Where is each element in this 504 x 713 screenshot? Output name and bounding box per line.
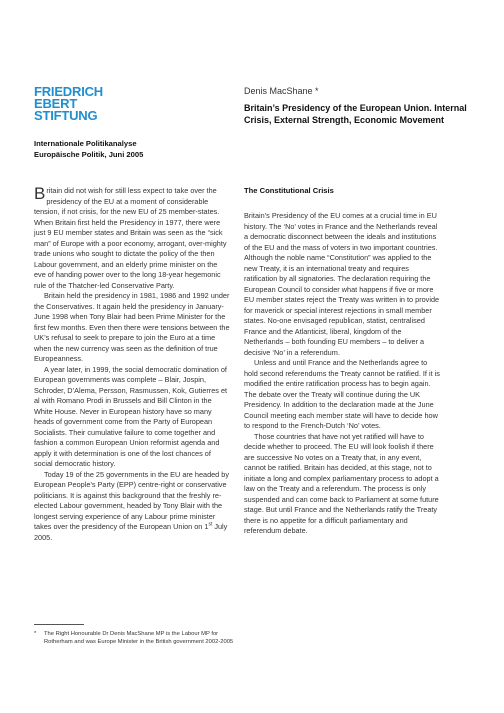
paragraph-text: ritain did not wish for still less expect to take over the presidency of the EU at a moment of considerable tension, if not crisis, for the new EU of 25 member-states. When Britain first held the Presidency in 1977, there were just 9 EU member states and Britain was seen as the “sick man” of Europe with a poor economy, arrogant, over-mighty trade unions who sought to dictate the policy of the then Labour government, and an elderly prime minister on the eve of handing power over to the long 18-year hegemonic rule of the Thatcher-led Conservative Party.	[34, 186, 227, 290]
paragraph-text: Today 19 of the 25 governments in the EU are headed by European People’s Party (EPP) centre-right or conservative politicians. It is against this background that the freshly re-elected Labour government, headed by Tony Blair with the longest serving experience of any Labour prime minister takes over the presidency of the European Union on 1	[34, 469, 229, 531]
footnote-mark: *	[34, 631, 37, 637]
publication-series: Internationale Politikanalyse	[34, 139, 137, 148]
paragraph: Those countries that have not yet ratified will have to decide whether to proceed. The EU will look foolish if there are successive No votes on a Treaty that, in any event, cannot be ratified. Britain has decided, at this stage, not to initiate a long and complex parliamentary process to adopt a law on the Treaty and a referendum. The process is only suspended and can come back to Parliament at some future stage. But until France and the Netherlands ratify the Treaty there is no appetite for a difficult parliamentary and referendum debate.	[244, 431, 439, 535]
paragraph: A year later, in 1999, the social democratic domination of European governments was complete – Blair, Jospin, Schroder, D’Alema, Persson, Rasmussen, Kok, Gutierres et al with Romano Prodi in Brussels and Bill Clinton in the White House. Never in European history have so many heads of government come from the Party of European Socialists. Their cumulative failure to come together and fashion a common European Union reformist agenda and apply it with determination is one of the lost chances of social democratic history.	[34, 364, 228, 468]
logo-line-1: FRIEDRICH	[34, 84, 103, 99]
publication-info	[34, 139, 224, 160]
friedrich-ebert-stiftung-logo	[34, 86, 134, 122]
section-heading: The Constitutional Crisis	[244, 186, 334, 195]
article-title: Britain’s Presidency of the European Union. Internal Crisis, External Strength, Economic Movement	[244, 103, 467, 125]
author-name: Denis MacShane *	[244, 86, 319, 96]
drop-cap: B	[34, 184, 46, 203]
footnote	[34, 630, 234, 646]
logo-line-3: STIFTUNG	[34, 108, 98, 123]
logo-line-2: EBERT	[34, 96, 78, 111]
paragraph: Unless and until France and the Netherlands agree to hold second referendums the Treaty cannot be ratified. If it is modified the entire ratification process has to begin again. The debate over the Treaty will continue during the UK Presidency. In addition to the declaration made at the June Council meeting each member state will have to decide how to respond to the French-Dutch ‘No’ votes.	[244, 358, 440, 430]
right-column	[244, 186, 440, 537]
footnote-text: The Right Honourable Dr Denis MacShane MP is the Labour MP for Rotherham and was Europe Minister in the British government 2002-2005	[44, 631, 234, 645]
left-column	[34, 186, 230, 543]
footnote-divider	[34, 624, 84, 625]
paragraph: Britain’s Presidency of the EU comes at a crucial time in EU history. The ‘No’ votes in France and the Netherlands reveal a democratic disconnect between the ideals and institutions of the EU and the mass of voters in two important countries. Although the noble name “Constitution” was applied to the new Treaty, it is an international treaty and requires ratification by all signatories. The declaration requiring the European Council to consider what happens if five or more EU member states reject the Treaty was written in to provide for maverick or special interest rejections in small member states. No-one envisaged republican, statist, centralised France and the Atlanticist, liberal, kingdom of the Netherlands – both founding EU members – to deliver a decisive ‘No’ in a referendum.	[244, 211, 440, 357]
publication-issue: Europäische Politik, Juni 2005	[34, 149, 144, 159]
paragraph-text-end: July 2005.	[34, 522, 228, 542]
paragraph	[34, 470, 230, 544]
paragraph	[34, 186, 230, 291]
paragraph: Britain held the presidency in 1981, 1986 and 1992 under the Conservatives. It again held the presidency in January-June 1998 when Tony Blair had been Prime Minister for the first few months. Even then there were tensions between the UK’s refusal to seek to prepare to join the Euro at a time when the new currency was seen as the definition of true Europeanness.	[34, 291, 230, 363]
ordinal-suffix: st	[208, 521, 213, 528]
